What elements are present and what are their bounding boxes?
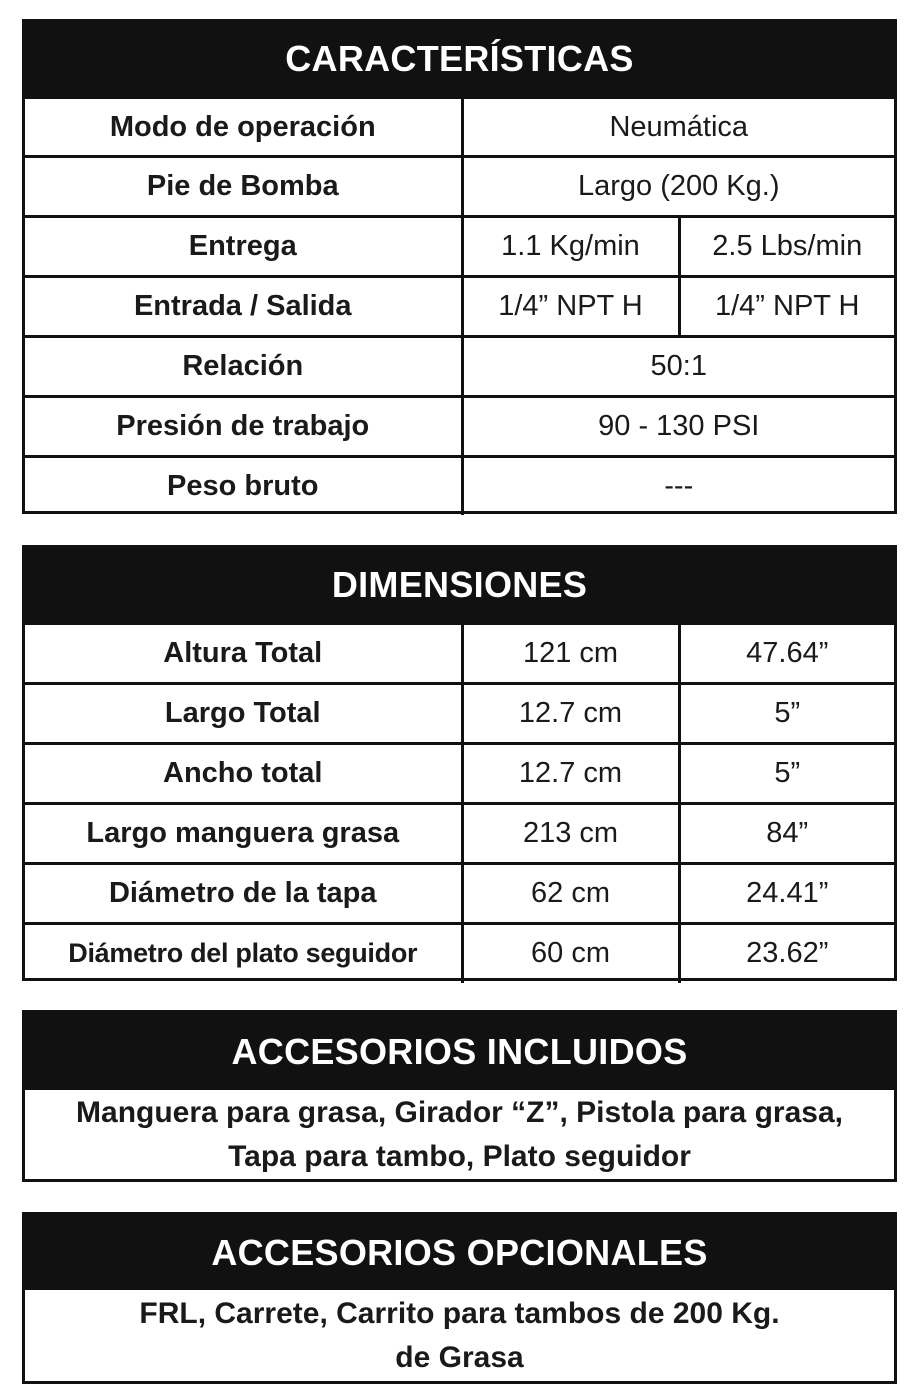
row-metric: 12.7 cm <box>462 744 679 804</box>
table-row <box>25 457 894 515</box>
accesorios-opcionales-text <box>25 1290 894 1381</box>
row-label: Altura Total <box>25 624 462 684</box>
row-value: Neumática <box>462 98 894 157</box>
table-row <box>25 98 894 157</box>
table-row <box>25 277 894 337</box>
accesorios-incluidos-title: ACCESORIOS INCLUIDOS <box>25 1013 894 1090</box>
row-label: Relación <box>25 337 462 397</box>
row-metric: 62 cm <box>462 864 679 924</box>
table-row <box>25 744 894 804</box>
row-value: Largo (200 Kg.) <box>462 157 894 217</box>
table-row <box>25 217 894 277</box>
accesorios-opcionales-line: de Grasa <box>395 1340 524 1374</box>
accesorios-opcionales-line: FRL, Carrete, Carrito para tambos de 200 Kg. <box>139 1296 780 1330</box>
accesorios-incluidos-section <box>22 1010 897 1182</box>
table-row <box>25 864 894 924</box>
row-label: Diámetro de la tapa <box>25 864 462 924</box>
row-imperial: 23.62” <box>679 924 894 983</box>
table-row <box>25 624 894 684</box>
row-metric: 60 cm <box>462 924 679 983</box>
row-value: 50:1 <box>462 337 894 397</box>
accesorios-incluidos-line: Manguera para grasa, Girador “Z”, Pistola para grasa, <box>76 1095 843 1129</box>
accesorios-opcionales-title: ACCESORIOS OPCIONALES <box>25 1215 894 1290</box>
row-label: Pie de Bomba <box>25 157 462 217</box>
row-imperial: 84” <box>679 804 894 864</box>
dimensiones-title: DIMENSIONES <box>25 548 894 622</box>
accesorios-opcionales-section <box>22 1212 897 1384</box>
row-label: Diámetro del plato seguidor <box>25 924 462 983</box>
row-label: Peso bruto <box>25 457 462 515</box>
row-label: Presión de trabajo <box>25 397 462 457</box>
dimensiones-section <box>22 545 897 981</box>
table-row <box>25 337 894 397</box>
row-metric: 12.7 cm <box>462 684 679 744</box>
row-value: --- <box>462 457 894 515</box>
row-imperial: 5” <box>679 684 894 744</box>
caracteristicas-table <box>25 96 894 515</box>
row-value-metric: 1.1 Kg/min <box>462 217 679 277</box>
row-label: Largo manguera grasa <box>25 804 462 864</box>
dimensiones-table <box>25 622 894 983</box>
table-row <box>25 397 894 457</box>
row-metric: 121 cm <box>462 624 679 684</box>
accesorios-incluidos-text <box>25 1090 894 1179</box>
row-label: Entrega <box>25 217 462 277</box>
row-imperial: 47.64” <box>679 624 894 684</box>
row-label: Modo de operación <box>25 98 462 157</box>
row-metric: 213 cm <box>462 804 679 864</box>
row-value: 90 - 130 PSI <box>462 397 894 457</box>
table-row <box>25 804 894 864</box>
accesorios-incluidos-line: Tapa para tambo, Plato seguidor <box>228 1139 691 1173</box>
row-label: Largo Total <box>25 684 462 744</box>
caracteristicas-title: CARACTERÍSTICAS <box>25 22 894 96</box>
caracteristicas-section <box>22 19 897 514</box>
row-label: Entrada / Salida <box>25 277 462 337</box>
table-row <box>25 924 894 983</box>
row-value-outlet: 1/4” NPT H <box>679 277 894 337</box>
table-row <box>25 157 894 217</box>
row-label: Ancho total <box>25 744 462 804</box>
table-row <box>25 684 894 744</box>
row-value-imperial: 2.5 Lbs/min <box>679 217 894 277</box>
row-value-inlet: 1/4” NPT H <box>462 277 679 337</box>
row-imperial: 24.41” <box>679 864 894 924</box>
row-imperial: 5” <box>679 744 894 804</box>
